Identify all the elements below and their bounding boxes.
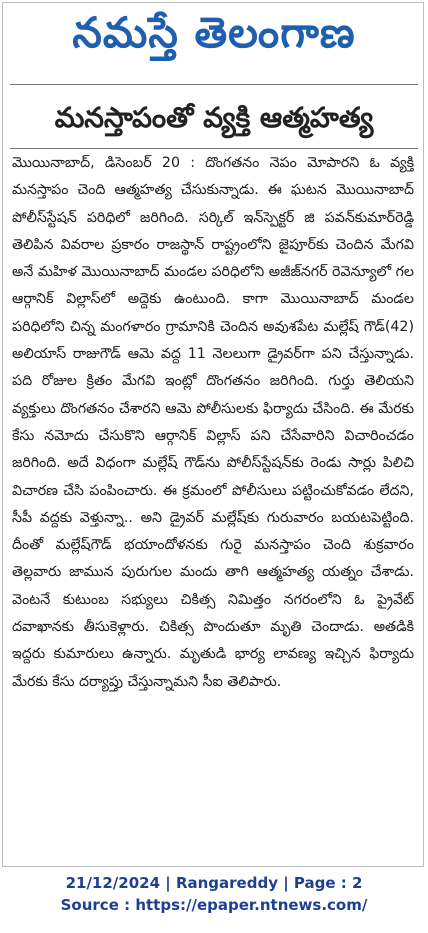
footer-source: Source : https://epaper.ntnews.com/ <box>60 896 368 914</box>
headline-divider <box>10 148 418 149</box>
article-body <box>12 150 414 858</box>
footer-dateline: 21/12/2024 | Rangareddy | Page : 2 <box>65 874 363 892</box>
newspaper-masthead: నమస్తే తెలంగాణ <box>72 8 356 57</box>
article-headline: మనస్తాపంతో వ్యక్తి ఆత్మహత్య <box>54 101 374 134</box>
masthead-divider <box>10 84 418 85</box>
clipping-footer <box>0 872 428 916</box>
article-text: మొయినాబాద్, డిసెంబర్ 20 : దొంగతనం నెపం మోపారని ఓ వ్యక్తి మనస్తాపం చెంది ఆత్మహత్య చేసుకున్నాడు. ఈ ఘటన మొయినాబాద్ పోలీస్‌స్టేషన్ పరిధిలో జరిగింది. సర్కిల్ ఇన్‌స్పెక్టర్ జి పవన్‌కుమార్‌రెడ్డి తెలిపిన వివరాల ప్రకారం రాజస్థాన్ రాష్ట్రంలోని జైపూర్‌కు చెందిన మేగవి అనే మహిళ మొయినాబాద్ మండల పరిధిలోని అజీజ్‌నగర్ రెవెన్యూలో గల ఆర్గానిక్ విల్లాస్‌లో అద్దెకు ఉంటుంది. కాగా మొయినాబాద్ మండల పరిధిలోని చిన్న మంగళారం గ్రామానికి చెందిన అవుశపేట మల్లేష్ గౌడ్(42) అలియాస్ రాజుగౌడ్ ఆమె వద్ద 11 నెలలుగా డ్రైవర్‌గా పని చేస్తున్నాడు. పది రోజుల క్రితం మేగవి ఇంట్లో దొంగతనం జరిగింది. గుర్తు తెలియని వ్యక్తులు దొంగతనం చేశారని ఆమె పోలీసులకు ఫిర్యాదు చేసింది. ఈ మేరకు కేసు నమోదు చేసుకొని ఆర్గానిక్ విల్లాస్ పని చేసేవారిని విచారించడం జరిగింది. అదే విధంగా మల్లేష్ గౌడ్‌ను పోలీస్‌స్టేషన్‌కు రెండు సార్లు పిలిచి విచారణ చేసి పంపించారు. ఈ క్రమంలో పోలీసులు పట్టించుకోవడం లేదని, సీపీ వద్దకు వెళ్తున్నా.. అని డ్రైవర్ మల్లేష్‌కు గురువారం బయటపెట్టింది. దీంతో మల్లేష్‌గౌడ్ భయాందోళనకు గురై మనస్తాపం చెంది శుక్రవారం తెల్లవారు జామున పురుగుల మందు తాగి ఆత్మహత్య యత్నం చేశాడు. వెంటనే కుటుంబ సభ్యులు చికిత్స నిమిత్తం నగరంలోని ఓ ప్రైవేట్ దవాఖానకు తీసుకెళ్లారు. చికిత్స పొందుతూ మృతి చెందాడు. అతడికి ఇద్దరు కుమారులు ఉన్నారు. మృతుడి భార్య లావణ్య ఇచ్చిన ఫిర్యాదు మేరకు కేసు దర్యాప్తు చేస్తున్నామని సీఐ తెలిపారు. <box>12 155 414 690</box>
